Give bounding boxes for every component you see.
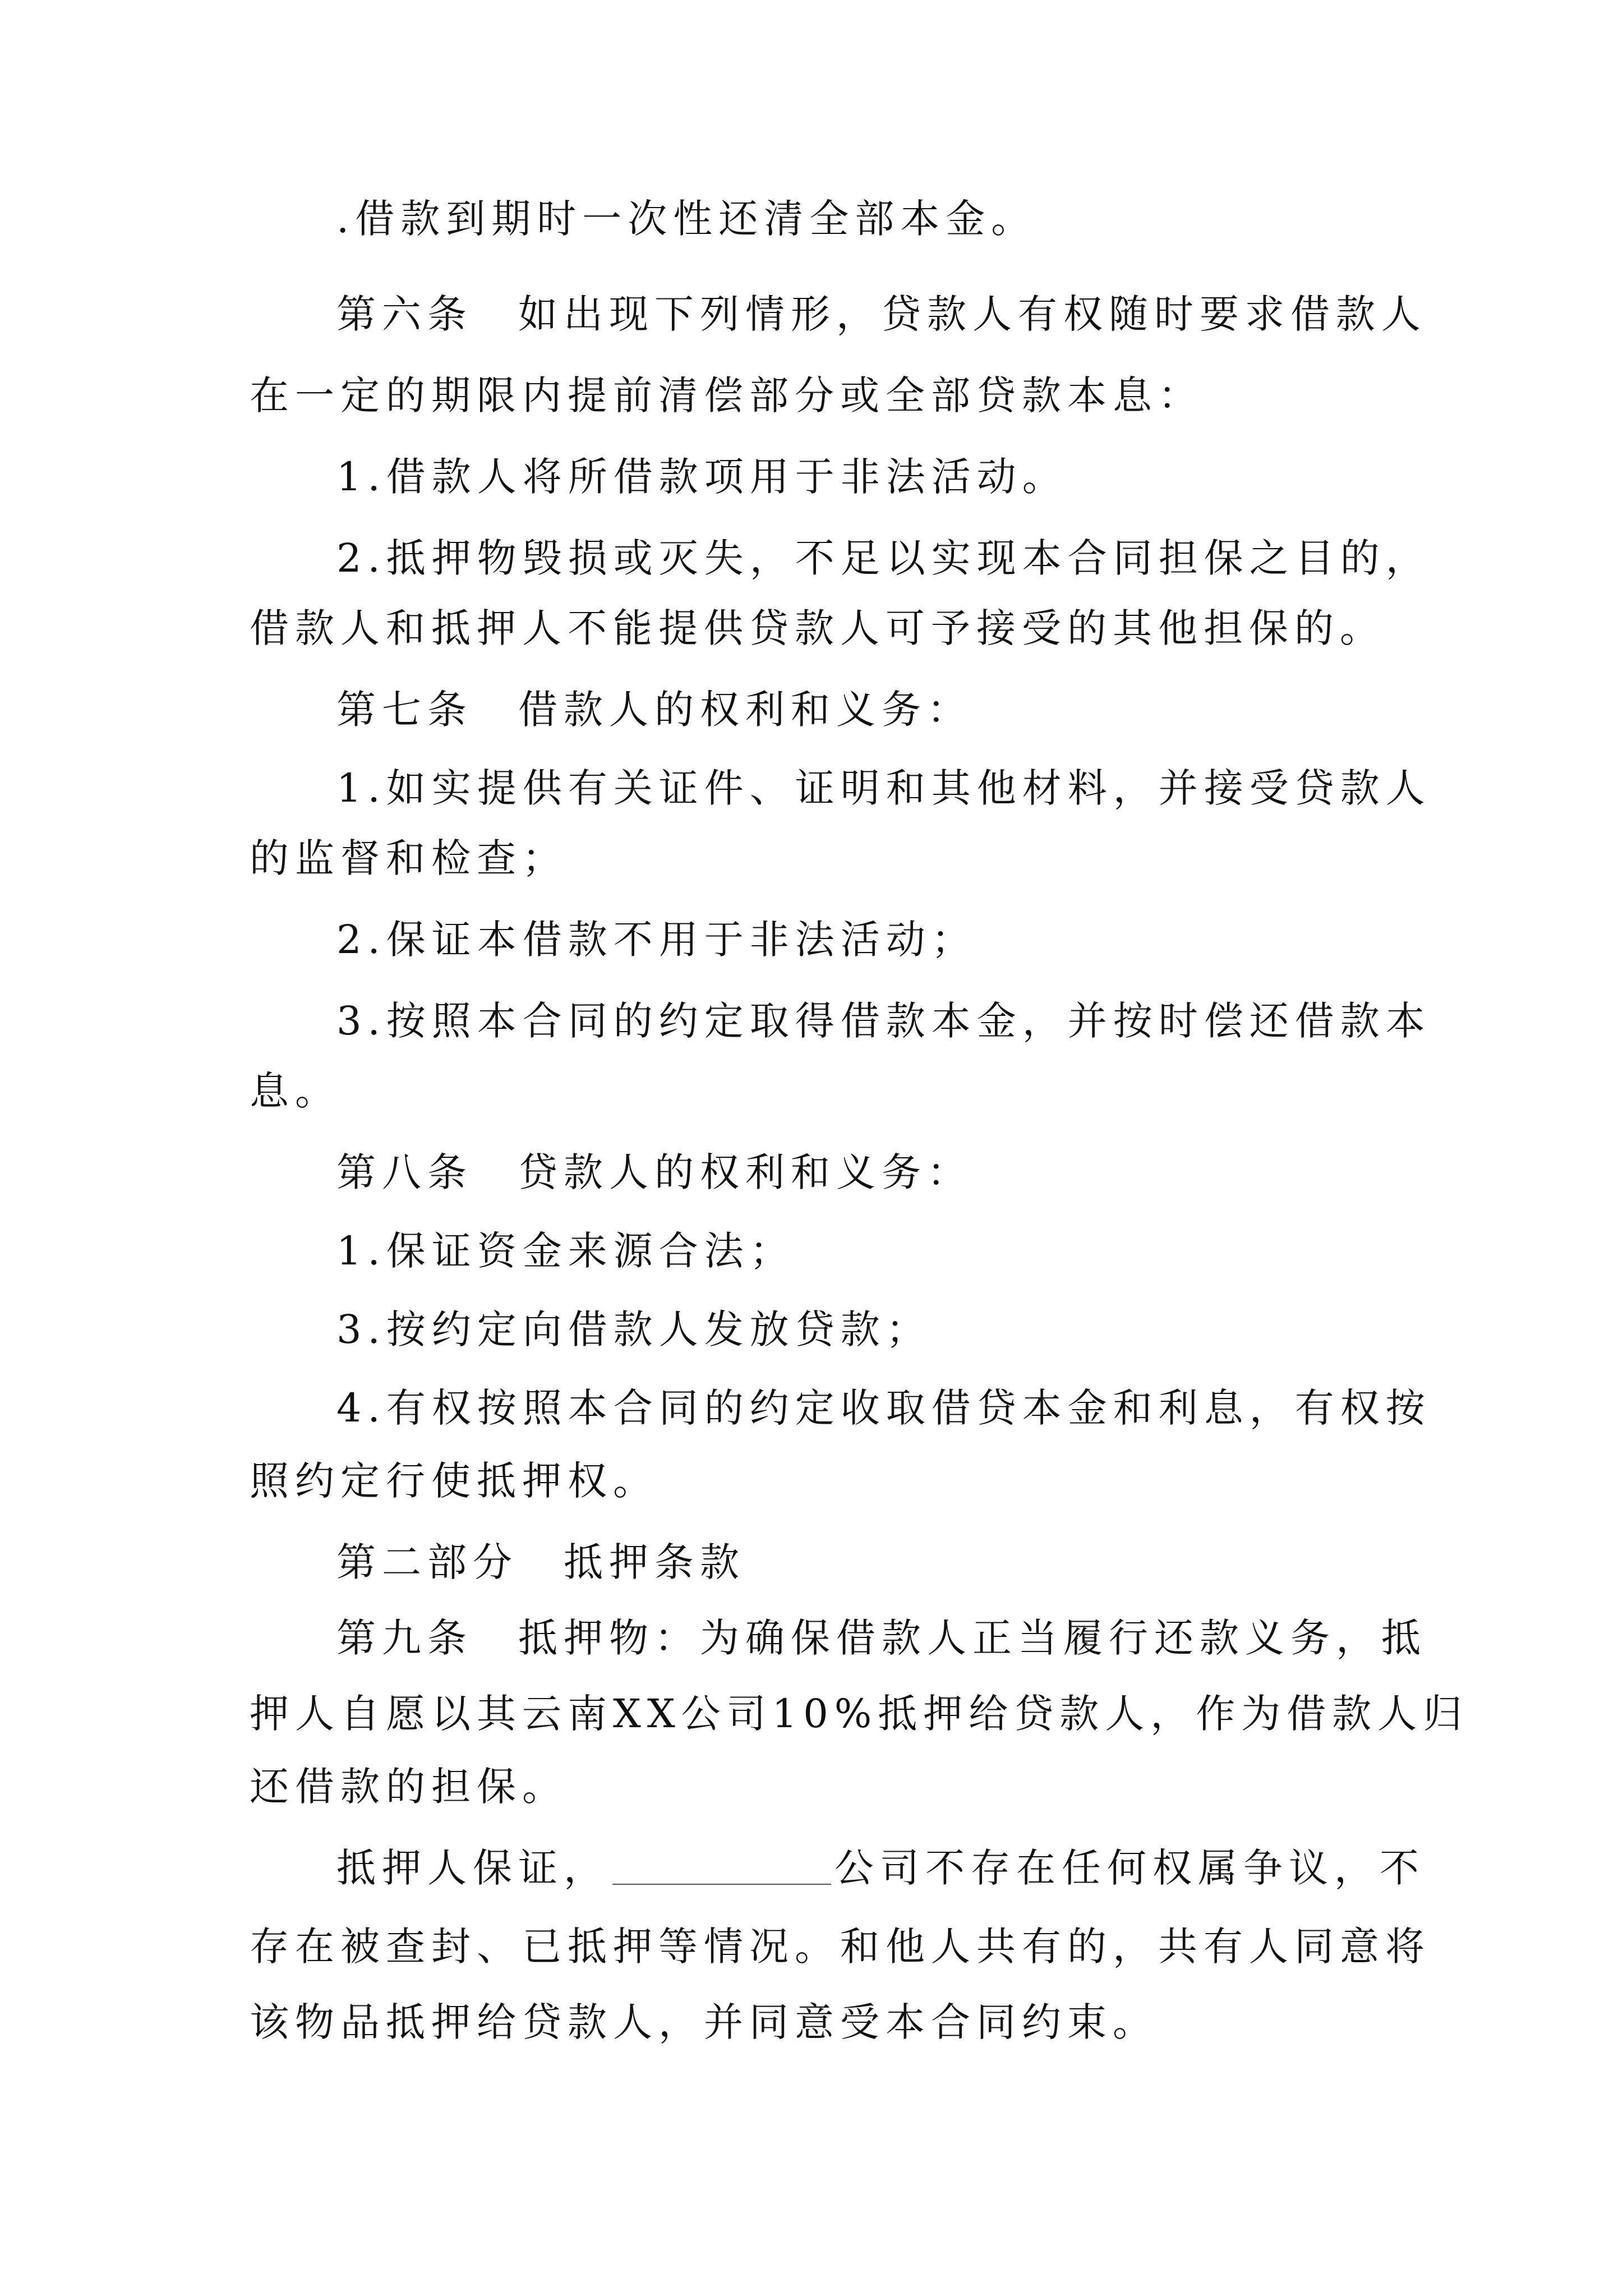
text-line: 息。 [250,1068,340,1114]
list-item: 2.抵押物毁损或灭失，不足以实现本合同担保之目的， [336,535,1431,581]
article-7-heading: 第七条 借款人的权利和义务： [336,687,972,733]
text-line: 在一定的期限内提前清偿部分或全部贷款本息： [250,372,1204,418]
text-line: .借款到期时一次性还清全部本金。 [336,196,1037,242]
text-line: 的监督和检查； [250,835,568,881]
pledge-guarantee-line [336,1840,1425,1896]
list-item: 1.保证资金来源合法； [336,1228,795,1274]
text-line: 存在被查封、已抵押等情况。和他人共有的，共有人同意将 [250,1924,1431,1970]
text-line: 照约定行使抵押权。 [250,1458,658,1504]
list-item: 3.按约定向借款人发放贷款； [336,1306,932,1352]
part-2-heading: 第二部分 抵押条款 [336,1539,745,1585]
text-line: 押人自愿以其云南XX公司10%抵押给贷款人，作为借款人归 [250,1691,1469,1737]
article-6-heading: 第六条 如出现下列情形，贷款人有权随时要求借款人 [336,291,1427,337]
text-line: 借款人和抵押人不能提供贷款人可予接受的其他担保的。 [250,605,1385,651]
text-segment: 抵押人保证， [336,1845,609,1891]
list-item: 4.有权按照本合同的约定收取借贷本金和利息，有权按 [336,1385,1431,1431]
list-item: 3.按照本合同的约定取得借款本金，并按时偿还借款本 [336,998,1431,1044]
text-line: 该物品抵押给贷款人，并同意受本合同约束。 [250,1999,1158,2045]
text-line: 还借款的担保。 [250,1764,568,1810]
article-8-heading: 第八条 贷款人的权利和义务： [336,1149,972,1195]
article-9-heading: 第九条 抵押物：为确保借款人正当履行还款义务，抵 [336,1615,1427,1661]
fill-in-blank [612,1844,831,1885]
list-item: 1.如实提供有关证件、证明和其他材料，并接受贷款人 [336,765,1431,811]
list-item: 1.借款人将所借款项用于非法活动。 [336,454,1068,500]
text-segment: 公司不存在任何权属争议，不 [834,1845,1425,1891]
list-item: 2.保证本借款不用于非法活动； [336,917,977,963]
